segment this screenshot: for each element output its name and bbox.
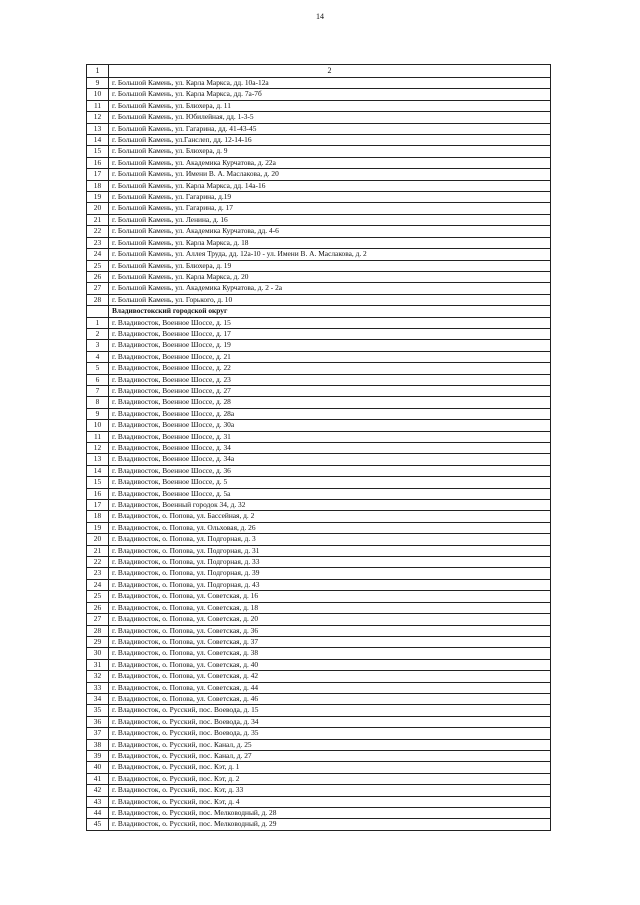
row-number: 12 xyxy=(87,443,109,454)
table-row xyxy=(87,260,551,271)
row-address: г. Владивосток, о. Попова, ул. Подгорная, д. 3 xyxy=(109,534,551,545)
row-address: г. Большой Камень, ул. Карла Маркса, д. 20 xyxy=(109,271,551,282)
row-address: г. Владивосток, о. Русский, пос. Канал, д. 25 xyxy=(109,739,551,750)
table-row xyxy=(87,249,551,260)
row-address: г. Владивосток, о. Попова, ул. Подгорная, д. 43 xyxy=(109,579,551,590)
row-address: г. Владивосток, Военное Шоссе, д. 27 xyxy=(109,385,551,396)
table-row xyxy=(87,568,551,579)
row-number: 28 xyxy=(87,625,109,636)
table-row xyxy=(87,636,551,647)
row-number: 1 xyxy=(87,317,109,328)
table-row xyxy=(87,579,551,590)
row-address: г. Большой Камень, ул. Карла Маркса, д. 18 xyxy=(109,237,551,248)
row-number: 24 xyxy=(87,579,109,590)
row-address: г. Владивосток, Военное Шоссе, д. 34а xyxy=(109,454,551,465)
row-number: 15 xyxy=(87,477,109,488)
row-number: 29 xyxy=(87,636,109,647)
table-row xyxy=(87,385,551,396)
table-row xyxy=(87,500,551,511)
row-address: г. Владивосток, о. Русский, пос. Мелководный, д. 28 xyxy=(109,808,551,819)
table-row xyxy=(87,443,551,454)
row-address: г. Владивосток, о. Русский, пос. Мелководный, д. 29 xyxy=(109,819,551,830)
table-row xyxy=(87,750,551,761)
row-number: 36 xyxy=(87,716,109,727)
row-number: 10 xyxy=(87,89,109,100)
table-row xyxy=(87,785,551,796)
row-number: 22 xyxy=(87,557,109,568)
table-row xyxy=(87,625,551,636)
row-address: г. Владивосток, Военное Шоссе, д. 22 xyxy=(109,363,551,374)
row-address: г. Владивосток, о. Попова, ул. Советская, д. 20 xyxy=(109,614,551,625)
row-number: 38 xyxy=(87,739,109,750)
row-number: 20 xyxy=(87,203,109,214)
row-number: 6 xyxy=(87,374,109,385)
row-address: г. Большой Камень, ул. Карла Маркса, дд. 7а-7б xyxy=(109,89,551,100)
table-row xyxy=(87,557,551,568)
row-number: 7 xyxy=(87,385,109,396)
row-address: г. Владивосток, Военное Шоссе, д. 28 xyxy=(109,397,551,408)
table-row xyxy=(87,808,551,819)
row-address: г. Большой Камень, ул. Аллея Труда, дд. 12а-10 - ул. Имени В. А. Маслакова, д. 2 xyxy=(109,249,551,260)
row-address: г. Владивосток, о. Русский, пос. Воевода, д. 15 xyxy=(109,705,551,716)
table-row xyxy=(87,465,551,476)
row-number: 31 xyxy=(87,659,109,670)
table-row xyxy=(87,614,551,625)
row-number: 14 xyxy=(87,465,109,476)
row-address: г. Владивосток, о. Русский, пос. Кэт, д. 4 xyxy=(109,796,551,807)
row-address: г. Большой Камень, ул. Академика Курчатова, д. 2 - 2а xyxy=(109,283,551,294)
table-row xyxy=(87,237,551,248)
row-number: 21 xyxy=(87,545,109,556)
table-row xyxy=(87,682,551,693)
row-address: г. Владивосток, Военное Шоссе, д. 28а xyxy=(109,408,551,419)
row-number: 23 xyxy=(87,568,109,579)
table-row xyxy=(87,522,551,533)
row-number: 34 xyxy=(87,693,109,704)
row-number: 45 xyxy=(87,819,109,830)
table-row xyxy=(87,773,551,784)
row-address: г. Владивосток, Военное Шоссе, д. 5а xyxy=(109,488,551,499)
table-row xyxy=(87,363,551,374)
row-address: г. Владивосток, Военное Шоссе, д. 17 xyxy=(109,328,551,339)
table-header-row xyxy=(87,65,551,78)
table-row xyxy=(87,716,551,727)
table-row xyxy=(87,534,551,545)
row-address: г. Большой Камень, ул. Блюхера, д. 19 xyxy=(109,260,551,271)
table-row xyxy=(87,226,551,237)
row-address: г. Большой Камень, ул. Блюхера, д. 9 xyxy=(109,146,551,157)
row-address: г. Владивосток, о. Попова, ул. Бассейная, д. 2 xyxy=(109,511,551,522)
row-number: 12 xyxy=(87,112,109,123)
row-address: г. Владивосток, Военное Шоссе, д. 21 xyxy=(109,351,551,362)
row-number: 11 xyxy=(87,431,109,442)
row-address: г. Большой Камень, ул. Гагарина, д.19 xyxy=(109,192,551,203)
table-row xyxy=(87,180,551,191)
row-address: г. Владивосток, о. Русский, пос. Кэт, д. 1 xyxy=(109,762,551,773)
row-address: г. Большой Камень, ул. Карла Маркса, дд. 14а-16 xyxy=(109,180,551,191)
table-row xyxy=(87,146,551,157)
row-number: 14 xyxy=(87,135,109,146)
section-row xyxy=(87,306,551,317)
row-number: 41 xyxy=(87,773,109,784)
row-number: 44 xyxy=(87,808,109,819)
row-number: 32 xyxy=(87,671,109,682)
row-address: г. Владивосток, о. Попова, ул. Советская, д. 42 xyxy=(109,671,551,682)
table-row xyxy=(87,294,551,305)
row-number: 13 xyxy=(87,454,109,465)
table-row xyxy=(87,100,551,111)
row-number: 39 xyxy=(87,750,109,761)
table-row xyxy=(87,488,551,499)
row-address: г. Большой Камень, ул. Горького, д. 10 xyxy=(109,294,551,305)
table-row xyxy=(87,135,551,146)
table-row xyxy=(87,192,551,203)
table-row xyxy=(87,545,551,556)
table-row xyxy=(87,340,551,351)
table-row xyxy=(87,169,551,180)
row-number: 42 xyxy=(87,785,109,796)
row-address: г. Большой Камень, ул. Юбилейная, дд. 1-3-5 xyxy=(109,112,551,123)
row-number: 15 xyxy=(87,146,109,157)
row-address: г. Владивосток, Военное Шоссе, д. 36 xyxy=(109,465,551,476)
address-table-body xyxy=(87,65,551,831)
table-row xyxy=(87,374,551,385)
table-row xyxy=(87,693,551,704)
row-number: 3 xyxy=(87,340,109,351)
row-number: 43 xyxy=(87,796,109,807)
row-address: г. Владивосток, Военное Шоссе, д. 23 xyxy=(109,374,551,385)
row-number: 30 xyxy=(87,648,109,659)
header-col-number: 1 xyxy=(87,65,109,78)
table-row xyxy=(87,739,551,750)
row-address: г. Большой Камень, ул. Академика Курчатова, д. 22а xyxy=(109,157,551,168)
row-number: 40 xyxy=(87,762,109,773)
row-number: 17 xyxy=(87,169,109,180)
row-address: г. Владивосток, о. Русский, пос. Кэт, д. 2 xyxy=(109,773,551,784)
row-number: 19 xyxy=(87,192,109,203)
table-row xyxy=(87,602,551,613)
row-number: 27 xyxy=(87,283,109,294)
row-address: г. Владивосток, о. Попова, ул. Советская, д. 16 xyxy=(109,591,551,602)
row-address: г. Большой Камень, ул. Гагарина, д. 17 xyxy=(109,203,551,214)
table-row xyxy=(87,203,551,214)
header-col-address: 2 xyxy=(109,65,551,78)
row-number: 26 xyxy=(87,271,109,282)
table-row xyxy=(87,796,551,807)
row-address: г. Владивосток, о. Русский, пос. Воевода, д. 35 xyxy=(109,728,551,739)
row-address: г. Большой Камень, ул. Академика Курчатова, дд. 4-6 xyxy=(109,226,551,237)
row-number: 18 xyxy=(87,511,109,522)
row-address: г. Владивосток, о. Русский, пос. Канал, д. 27 xyxy=(109,750,551,761)
row-number: 26 xyxy=(87,602,109,613)
row-address: г. Владивосток, Военное Шоссе, д. 31 xyxy=(109,431,551,442)
address-table xyxy=(86,64,551,831)
table-row xyxy=(87,671,551,682)
row-address: г. Большой Камень, ул. Ленина, д. 16 xyxy=(109,214,551,225)
row-address: г. Владивосток, о. Русский, пос. Воевода, д. 34 xyxy=(109,716,551,727)
table-row xyxy=(87,762,551,773)
row-number: 19 xyxy=(87,522,109,533)
table-row xyxy=(87,659,551,670)
row-address: г. Владивосток, о. Попова, ул. Советская, д. 44 xyxy=(109,682,551,693)
row-number: 25 xyxy=(87,591,109,602)
row-number: 5 xyxy=(87,363,109,374)
row-address: г. Большой Камень, ул.Ганслеп, дд. 12-14-16 xyxy=(109,135,551,146)
table-row xyxy=(87,648,551,659)
row-address: г. Владивосток, о. Попова, ул. Ольховая, д. 26 xyxy=(109,522,551,533)
table-row xyxy=(87,591,551,602)
table-row xyxy=(87,351,551,362)
table-row xyxy=(87,317,551,328)
table-row xyxy=(87,271,551,282)
table-row xyxy=(87,328,551,339)
row-number: 11 xyxy=(87,100,109,111)
row-number: 18 xyxy=(87,180,109,191)
row-address: г. Большой Камень, ул. Гагарина, дд. 41-43-45 xyxy=(109,123,551,134)
table-row xyxy=(87,89,551,100)
row-number: 9 xyxy=(87,78,109,89)
row-address: г. Большой Камень, ул. Блюхера, д. 11 xyxy=(109,100,551,111)
row-address: г. Владивосток, о. Попова, ул. Советская, д. 46 xyxy=(109,693,551,704)
row-address: г. Владивосток, Военное Шоссе, д. 19 xyxy=(109,340,551,351)
row-address: г. Владивосток, о. Попова, ул. Подгорная, д. 39 xyxy=(109,568,551,579)
row-address: г. Владивосток, о. Попова, ул. Подгорная, д. 33 xyxy=(109,557,551,568)
row-number: 9 xyxy=(87,408,109,419)
table-row xyxy=(87,511,551,522)
table-row xyxy=(87,112,551,123)
table-row xyxy=(87,705,551,716)
table-row xyxy=(87,819,551,830)
table-row xyxy=(87,408,551,419)
row-number: 21 xyxy=(87,214,109,225)
page-number: 14 xyxy=(316,12,324,21)
section-number-cell xyxy=(87,306,109,317)
table-row xyxy=(87,454,551,465)
section-title: Владивостокский городской округ xyxy=(109,306,551,317)
row-number: 16 xyxy=(87,157,109,168)
row-number: 20 xyxy=(87,534,109,545)
row-number: 27 xyxy=(87,614,109,625)
row-address: г. Большой Камень, ул. Карла Маркса, дд. 10а-12а xyxy=(109,78,551,89)
row-address: г. Владивосток, о. Попова, ул. Советская, д. 40 xyxy=(109,659,551,670)
table-row xyxy=(87,477,551,488)
row-number: 4 xyxy=(87,351,109,362)
row-address: г. Владивосток, Военное Шоссе, д. 34 xyxy=(109,443,551,454)
row-address: г. Владивосток, о. Русский, пос. Кэт, д. 33 xyxy=(109,785,551,796)
table-row xyxy=(87,728,551,739)
table-row xyxy=(87,123,551,134)
row-address: г. Владивосток, Военное Шоссе, д. 30а xyxy=(109,420,551,431)
row-number: 13 xyxy=(87,123,109,134)
row-address: г. Владивосток, о. Попова, ул. Подгорная, д. 31 xyxy=(109,545,551,556)
row-number: 33 xyxy=(87,682,109,693)
row-number: 35 xyxy=(87,705,109,716)
row-number: 23 xyxy=(87,237,109,248)
table-row xyxy=(87,283,551,294)
table-row xyxy=(87,397,551,408)
row-address: г. Владивосток, Военное Шоссе, д. 15 xyxy=(109,317,551,328)
table-row xyxy=(87,78,551,89)
row-address: г. Владивосток, Военное Шоссе, д. 5 xyxy=(109,477,551,488)
row-address: г. Владивосток, Военный городок 34, д. 32 xyxy=(109,500,551,511)
row-address: г. Владивосток, о. Попова, ул. Советская, д. 36 xyxy=(109,625,551,636)
row-number: 10 xyxy=(87,420,109,431)
row-number: 16 xyxy=(87,488,109,499)
row-address: г. Владивосток, о. Попова, ул. Советская, д. 37 xyxy=(109,636,551,647)
row-number: 24 xyxy=(87,249,109,260)
row-address: г. Владивосток, о. Попова, ул. Советская, д. 18 xyxy=(109,602,551,613)
row-number: 17 xyxy=(87,500,109,511)
row-number: 28 xyxy=(87,294,109,305)
row-number: 25 xyxy=(87,260,109,271)
row-number: 8 xyxy=(87,397,109,408)
row-number: 22 xyxy=(87,226,109,237)
table-row xyxy=(87,157,551,168)
row-number: 2 xyxy=(87,328,109,339)
table-row xyxy=(87,420,551,431)
table-row xyxy=(87,431,551,442)
row-address: г. Большой Камень, ул. Имени В. А. Маслакова, д. 20 xyxy=(109,169,551,180)
row-address: г. Владивосток, о. Попова, ул. Советская, д. 38 xyxy=(109,648,551,659)
row-number: 37 xyxy=(87,728,109,739)
table-row xyxy=(87,214,551,225)
